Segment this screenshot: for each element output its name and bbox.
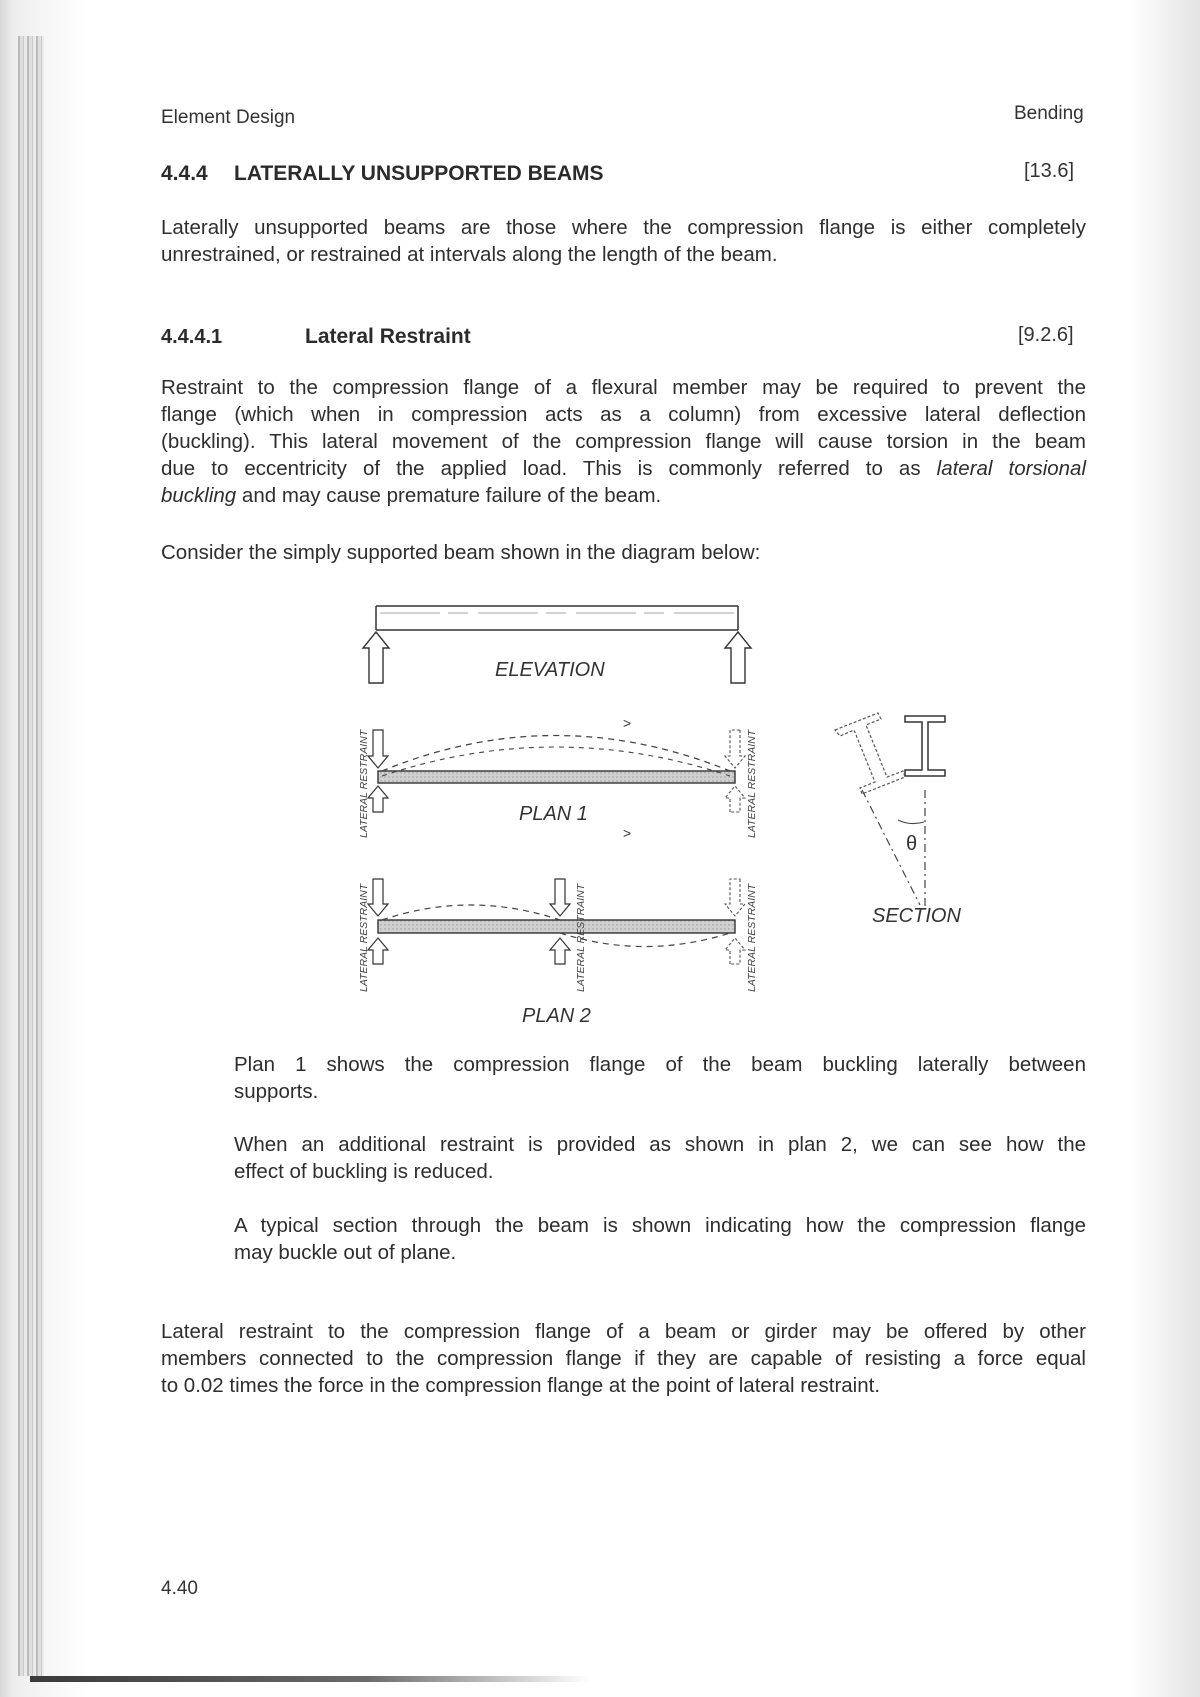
plan-2-view: [358, 879, 758, 1027]
elevation-view: [363, 606, 751, 683]
section-label: SECTION: [872, 905, 961, 927]
note3-line-1: A typical section through the beam is shown indicating how the compression flange: [234, 1214, 1086, 1237]
para1-line-2: flange (which when in compression acts as a column) from excessive lateral deflection: [161, 403, 1086, 426]
intro-line-1: Laterally unsupported beams are those where the compression flange is either completely: [161, 216, 1086, 239]
plan-1-view: [358, 715, 758, 841]
theta-symbol: θ: [906, 833, 918, 855]
plan2-right-restraint-label: LATERAL RESTRAINT: [746, 883, 758, 992]
note-plan2: [234, 1131, 1086, 1185]
section-view: [835, 713, 961, 927]
running-header-right: Bending: [1014, 103, 1084, 124]
note2-line-2: effect of buckling is reduced.: [234, 1160, 494, 1183]
i-beam-section: [905, 716, 945, 776]
section-title: LATERALLY UNSUPPORTED BEAMS: [234, 162, 604, 185]
para1-line-4-text: due to eccentricity of the applied load. This is commonly referred to as: [161, 457, 921, 480]
note2-line-1: When an additional restraint is provided as shown in plan 2, we can see how the: [234, 1133, 1086, 1156]
plan2-left-restraint-label: LATERAL RESTRAINT: [358, 883, 370, 992]
elevation-left-support-arrow: [363, 632, 389, 683]
plan2-beam: [378, 920, 735, 933]
plan1-left-restraint-label: LATERAL RESTRAINT: [358, 729, 370, 838]
para1-line-3: (buckling). This lateral movement of the compression flange will cause torsion in the beam: [161, 430, 1086, 453]
section-number: 4.4.4: [161, 162, 208, 185]
intro-line-2: unrestrained, or restrained at intervals along the length of the beam.: [161, 243, 778, 266]
para1-italic-term-1: lateral torsional: [936, 457, 1087, 480]
elevation-right-support-arrow: [725, 632, 751, 683]
section-reference: [13.6]: [1024, 160, 1075, 182]
closing-line-2: members connected to the compression flange if they are capable of resisting a force equal: [161, 1347, 1086, 1370]
theta-arc: [898, 820, 924, 824]
closing-line-3: to 0.02 times the force in the compression flange at the point of lateral restraint.: [161, 1374, 881, 1397]
plan1-arrow-bottom: >: [623, 825, 632, 841]
plan2-mid-restraint-label: LATERAL RESTRAINT: [575, 883, 587, 992]
plan1-right-restraint-label: LATERAL RESTRAINT: [746, 729, 758, 838]
plan2-label: PLAN 2: [522, 1005, 591, 1027]
plan2-left-restraint-top: [368, 879, 388, 916]
plan2-mid-restraint-bottom: [550, 938, 570, 964]
plan1-label: PLAN 1: [519, 803, 588, 825]
plan2-buckle-left-span: [382, 905, 560, 920]
plan2-right-restraint-top: [725, 879, 745, 916]
plan1-left-restraint-top: [368, 730, 388, 768]
page-number: 4.40: [161, 1578, 198, 1599]
plan2-right-restraint-bottom: [725, 938, 745, 964]
para1-line-5-text: and may cause premature failure of the beam.: [236, 484, 662, 507]
plan1-right-restraint-bottom: [725, 786, 745, 812]
note-plan1: [234, 1051, 1086, 1105]
plan2-mid-restraint-top: [550, 879, 570, 916]
plan1-buckled-shape-outer: [382, 736, 730, 772]
closing-line-1: Lateral restraint to the compression flange of a beam or girder may be offered by other: [161, 1320, 1086, 1343]
consider-text: Consider the simply supported beam shown in the diagram below:: [161, 541, 761, 564]
note1-line-1: Plan 1 shows the compression flange of the beam buckling laterally between: [234, 1053, 1086, 1076]
buckled-i-beam-section: [835, 713, 905, 794]
subsection-title: Lateral Restraint: [305, 325, 471, 348]
para1-italic-term-2: buckling: [161, 484, 237, 507]
note-section: [234, 1212, 1086, 1266]
elevation-label: ELEVATION: [495, 659, 605, 681]
note1-line-2: supports.: [234, 1080, 319, 1103]
plan1-arrow-top: >: [623, 715, 632, 731]
plan1-left-restraint-bottom: [368, 786, 388, 812]
subsection-reference: [9.2.6]: [1018, 324, 1074, 346]
para1-line-1: Restraint to the compression flange of a flexural member may be required to prevent the: [161, 376, 1086, 399]
subsection-number: 4.4.4.1: [161, 326, 223, 348]
plan2-left-restraint-bottom: [368, 938, 388, 964]
note3-line-2: may buckle out of plane.: [234, 1241, 457, 1264]
running-header-left: Element Design: [161, 107, 296, 128]
closing-paragraph: [161, 1318, 1086, 1399]
plan1-right-restraint-top: [725, 730, 745, 768]
plan1-beam: [378, 771, 735, 783]
